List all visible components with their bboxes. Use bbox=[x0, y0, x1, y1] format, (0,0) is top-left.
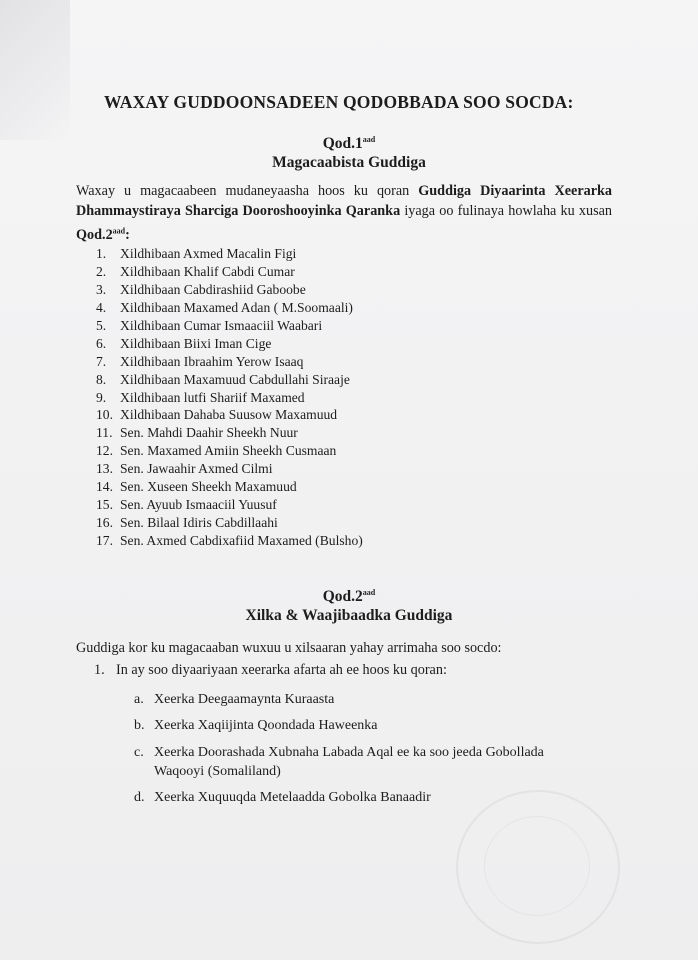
list-number: 14. bbox=[96, 479, 113, 495]
list-number: 15. bbox=[96, 497, 113, 513]
member-name: Sen. Mahdi Daahir Sheekh Nuur bbox=[120, 425, 298, 441]
list-item bbox=[96, 371, 363, 389]
intro-reference-sup: aad bbox=[112, 226, 126, 235]
member-name: Xildhibaan Biixi Iman Cige bbox=[120, 335, 272, 351]
member-name: Xildhibaan Maxamed Adan ( M.Soomaali) bbox=[120, 299, 353, 315]
member-name: Sen. Axmed Cabdixafiid Maxamed (Bulsho) bbox=[120, 533, 363, 548]
member-name: Sen. Xuseen Sheekh Maxamuud bbox=[120, 479, 297, 495]
law-title: Xeerka Doorashada Xubnaha Labada Aqal ee ka soo jeeda Gobollada Waqooyi (Somaliland) bbox=[154, 745, 544, 779]
list-number: 10. bbox=[96, 407, 113, 423]
intro-reference bbox=[76, 227, 130, 243]
member-name: Xildhibaan Dahaba Suusow Maxamuud bbox=[120, 407, 338, 423]
intro-reference-text: Qod.2 bbox=[76, 226, 113, 243]
list-item bbox=[96, 335, 363, 353]
member-name: Sen. Bilaal Idiris Cabdillaahi bbox=[120, 515, 278, 531]
section1-number-text: Qod.1 bbox=[322, 135, 363, 153]
list-number: 9. bbox=[96, 389, 107, 405]
list-item bbox=[96, 460, 363, 478]
section1-title: Magacaabista Guddiga bbox=[272, 154, 426, 171]
list-item bbox=[96, 424, 363, 442]
member-name: Xildhibaan Maxamuud Cabdullahi Siraaje bbox=[120, 371, 350, 387]
law-title: Xeerka Xaqiijinta Qoondada Haweenka bbox=[154, 718, 378, 733]
list-number: 8. bbox=[96, 371, 107, 387]
list-item bbox=[96, 496, 363, 514]
member-name: Sen. Maxamed Amiin Sheekh Cusmaan bbox=[120, 443, 337, 459]
member-name: Sen. Ayuub Ismaaciil Yuusuf bbox=[120, 497, 277, 513]
law-item bbox=[134, 743, 594, 781]
page-fold-shadow bbox=[0, 0, 70, 140]
section2-number bbox=[0, 588, 698, 606]
member-name: Xildhibaan Ibraahim Yerow Isaaq bbox=[120, 353, 304, 369]
list-item bbox=[96, 245, 363, 263]
law-title: Xeerka Xuquuqda Metelaadda Gobolka Banaadir bbox=[154, 790, 431, 805]
document-heading: WAXAY GUDDOONSADEEN QODOBBADA SOO SOCDA: bbox=[104, 92, 574, 112]
list-number: 7. bbox=[96, 353, 107, 369]
list-item bbox=[96, 317, 363, 335]
list-item bbox=[96, 532, 363, 550]
member-name: Xildhibaan lutfi Shariif Maxamed bbox=[120, 389, 305, 405]
intro-reference-colon: : bbox=[125, 226, 130, 243]
law-letter: b. bbox=[134, 718, 145, 733]
list-number: 13. bbox=[96, 461, 113, 477]
list-number: 17. bbox=[96, 533, 113, 548]
section2-title: Xilka & Waajibaadka Guddiga bbox=[245, 607, 453, 624]
list-item bbox=[96, 514, 363, 532]
list-number: 12. bbox=[96, 443, 113, 459]
list-number: 3. bbox=[96, 281, 107, 297]
duty-item bbox=[94, 662, 447, 679]
list-number: 1. bbox=[96, 246, 107, 261]
member-name: Xildhibaan Cumar Ismaaciil Waabari bbox=[120, 317, 323, 333]
list-number: 2. bbox=[96, 263, 107, 279]
list-item bbox=[96, 478, 363, 496]
list-number: 16. bbox=[96, 515, 113, 531]
section1-number-sup: aad bbox=[362, 135, 376, 144]
list-number: 11. bbox=[96, 425, 113, 441]
list-item bbox=[96, 299, 363, 317]
list-item bbox=[96, 442, 363, 460]
intro-text: Waxay u magacaabeen mudaneyaasha hoos ku qoran bbox=[76, 183, 419, 199]
list-item bbox=[96, 389, 363, 407]
intro-text: iyaga oo fulinaya howlaha ku xusan bbox=[400, 203, 612, 219]
duty-number: 1. bbox=[94, 662, 105, 678]
list-item bbox=[96, 406, 363, 424]
law-title: Xeerka Deegaamaynta Kuraasta bbox=[154, 692, 335, 707]
law-letter: d. bbox=[134, 790, 145, 805]
list-number: 5. bbox=[96, 317, 107, 333]
members-list bbox=[96, 245, 363, 550]
law-letter: a. bbox=[134, 692, 144, 707]
list-item bbox=[96, 353, 363, 371]
member-name: Sen. Jawaahir Axmed Cilmi bbox=[120, 461, 273, 477]
law-item bbox=[134, 690, 594, 709]
member-name: Xildhibaan Khalif Cabdi Cumar bbox=[120, 263, 295, 279]
section1-intro bbox=[76, 181, 612, 245]
list-number: 4. bbox=[96, 299, 107, 315]
law-item bbox=[134, 716, 594, 735]
member-name: Xildhibaan Axmed Macalin Figi bbox=[120, 246, 297, 261]
law-item bbox=[134, 788, 594, 807]
intro-committee-name: Guddiga Diyaarinta Xeerarka Dhammaystiraya Sharciga Dooroshooyinka Qaranka bbox=[76, 183, 612, 219]
section1-number bbox=[0, 135, 698, 153]
section2-intro: Guddiga kor ku magacaaban wuxuu u xilsaaran yahay arrimaha soo socdo: bbox=[76, 640, 502, 656]
duty-text: In ay soo diyaariyaan xeerarka afarta ah ee hoos ku qoran: bbox=[116, 662, 447, 678]
list-item bbox=[96, 281, 363, 299]
list-number: 6. bbox=[96, 335, 107, 351]
section2-number-text: Qod.2 bbox=[322, 588, 363, 606]
member-name: Xildhibaan Cabdirashiid Gaboobe bbox=[120, 281, 306, 297]
faint-seal-inner-ring bbox=[484, 816, 590, 916]
list-item bbox=[96, 263, 363, 281]
law-letter: c. bbox=[134, 745, 144, 760]
section2-number-sup: aad bbox=[362, 588, 376, 597]
